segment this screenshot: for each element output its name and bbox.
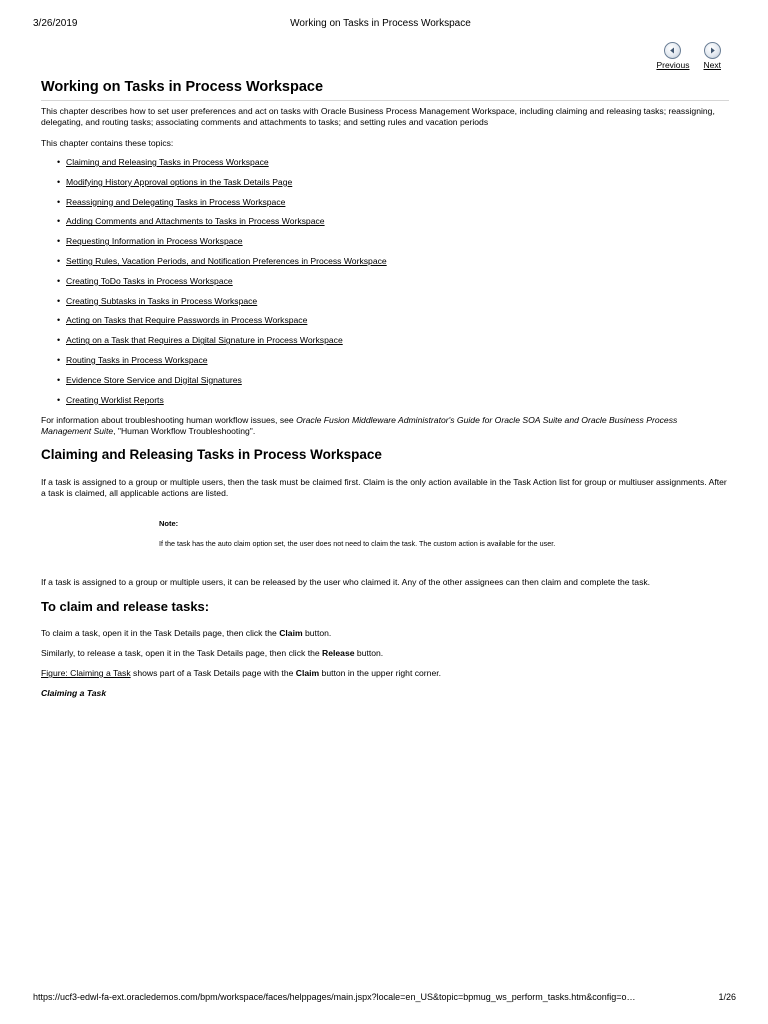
topic-link-comments[interactable]: Adding Comments and Attachments to Tasks in Process Workspace (66, 216, 325, 227)
figure-reference (41, 668, 729, 679)
release-step (41, 648, 729, 659)
arrow-right-icon (704, 42, 721, 59)
claim-button-name: Claim (279, 628, 303, 638)
release-paragraph-block (41, 577, 729, 588)
list-item (41, 296, 729, 316)
figure-reference-block (41, 668, 729, 679)
topics-intro: This chapter contains these topics: (41, 138, 174, 148)
intro-block (41, 106, 729, 127)
note-text: If the task has the auto claim option set, the user does not need to claim the task. The custom action is available for the user. (159, 539, 556, 548)
list-item (41, 335, 729, 355)
topic-link-rules[interactable]: Setting Rules, Vacation Periods, and Notification Preferences in Process Workspace (66, 255, 387, 266)
topic-link-reassigning[interactable]: Reassigning and Delegating Tasks in Process Workspace (66, 196, 286, 207)
section-heading-block (41, 447, 729, 463)
topic-link-passwords[interactable]: Acting on Tasks that Require Passwords in Process Workspace (66, 315, 308, 326)
list-item (41, 197, 729, 217)
troubleshooting-prefix: For information about troubleshooting human workflow issues, see (41, 415, 297, 425)
release-step-suffix: button. (354, 648, 384, 658)
page-navigation (656, 42, 721, 70)
next-button[interactable] (704, 42, 721, 70)
topic-link-worklist-reports[interactable]: Creating Worklist Reports (66, 394, 164, 405)
previous-button[interactable] (656, 42, 689, 70)
print-date: 3/26/2019 (33, 18, 78, 29)
figure-claim-button-name: Claim (295, 668, 320, 678)
list-item (41, 216, 729, 236)
list-item (41, 355, 729, 375)
topic-link-claiming[interactable]: Claiming and Releasing Tasks in Process Workspace (66, 157, 269, 167)
list-item (41, 375, 729, 395)
previous-label[interactable]: Previous (656, 60, 690, 70)
claim-step (41, 628, 729, 639)
claim-step-suffix: button. (302, 628, 332, 638)
procedure-heading-block (41, 599, 729, 615)
list-item (41, 276, 729, 296)
list-item (41, 395, 729, 415)
troubleshooting-paragraph (41, 415, 729, 436)
list-item (41, 177, 729, 197)
topic-link-evidence-store[interactable]: Evidence Store Service and Digital Signatures (66, 374, 242, 385)
troubleshooting-block (41, 415, 729, 436)
topics-list (41, 157, 729, 414)
guide-title: Oracle Fusion Middleware Administrator's Guide for Oracle SOA Suite and Oracle Business Process Management Suite (41, 415, 678, 436)
list-item (41, 315, 729, 335)
release-step-block (41, 648, 729, 659)
topics-list-block (41, 157, 729, 414)
print-url: https://ucf3-edwl-fa-ext.oracledemos.com/bpm/workspace/faces/helppages/main.jspx?locale=en_US&topic=bpmug_ws_perform_tasks.htm&config=o… (33, 992, 636, 1002)
figure-reference-mid: shows part of a Task Details page with the (130, 668, 296, 678)
topic-link-digital-signature[interactable]: Acting on a Task that Requires a Digital Signature in Process Workspace (66, 335, 343, 346)
list-item (41, 256, 729, 276)
next-label[interactable]: Next (703, 60, 721, 70)
page-title: Working on Tasks in Process Workspace (41, 79, 729, 101)
topic-link-history-approval[interactable]: Modifying History Approval options in the Task Details Page (66, 176, 293, 187)
claim-step-prefix: To claim a task, open it in the Task Details page, then click the (41, 628, 280, 638)
print-title: Working on Tasks in Process Workspace (290, 18, 471, 29)
troubleshooting-suffix: , "Human Workflow Troubleshooting". (113, 425, 256, 436)
topic-link-subtasks[interactable]: Creating Subtasks in Tasks in Process Workspace (66, 295, 258, 306)
intro-paragraph: This chapter describes how to set user preferences and act on tasks with Oracle Business Process Management Workspace, including claiming and releasing tasks; reassigning, delegating, and routing tasks; associating comments and attachments to tasks; and setting rules and vacation periods (41, 106, 715, 127)
list-item (41, 157, 729, 177)
figure-link[interactable]: Figure: Claiming a Task (41, 668, 131, 678)
release-paragraph: If a task is assigned to a group or multiple users, it can be released by the user who claimed it. Any of the other assignees can then claim and complete the task. (41, 577, 651, 587)
figure-caption-block (41, 688, 729, 699)
release-button-name: Release (322, 648, 355, 658)
page-title-block (41, 79, 729, 101)
claim-paragraph-block (41, 477, 729, 498)
note-box (159, 519, 719, 548)
figure-caption: Claiming a Task (41, 688, 107, 698)
topic-link-requesting-info[interactable]: Requesting Information in Process Workspace (66, 236, 243, 247)
topics-intro-block (41, 138, 729, 149)
claim-step-block (41, 628, 729, 639)
topic-link-todo[interactable]: Creating ToDo Tasks in Process Workspace (66, 275, 233, 286)
list-item (41, 236, 729, 256)
release-step-prefix: Similarly, to release a task, open it in the Task Details page, then click the (41, 648, 323, 658)
claim-paragraph: If a task is assigned to a group or multiple users, then the task must be claimed first. Claim is the only action available in the Task Action list for group or multiuser assignments. After a task is claimed, all applicable actions are listed. (41, 477, 727, 498)
arrow-left-icon (664, 42, 681, 59)
note-label: Note: (159, 519, 179, 528)
procedure-heading: To claim and release tasks: (41, 599, 210, 614)
page-number: 1/26 (718, 992, 736, 1002)
section-heading: Claiming and Releasing Tasks in Process Workspace (41, 447, 382, 462)
figure-reference-suffix: button in the upper right corner. (319, 668, 441, 678)
topic-link-routing[interactable]: Routing Tasks in Process Workspace (66, 354, 208, 365)
